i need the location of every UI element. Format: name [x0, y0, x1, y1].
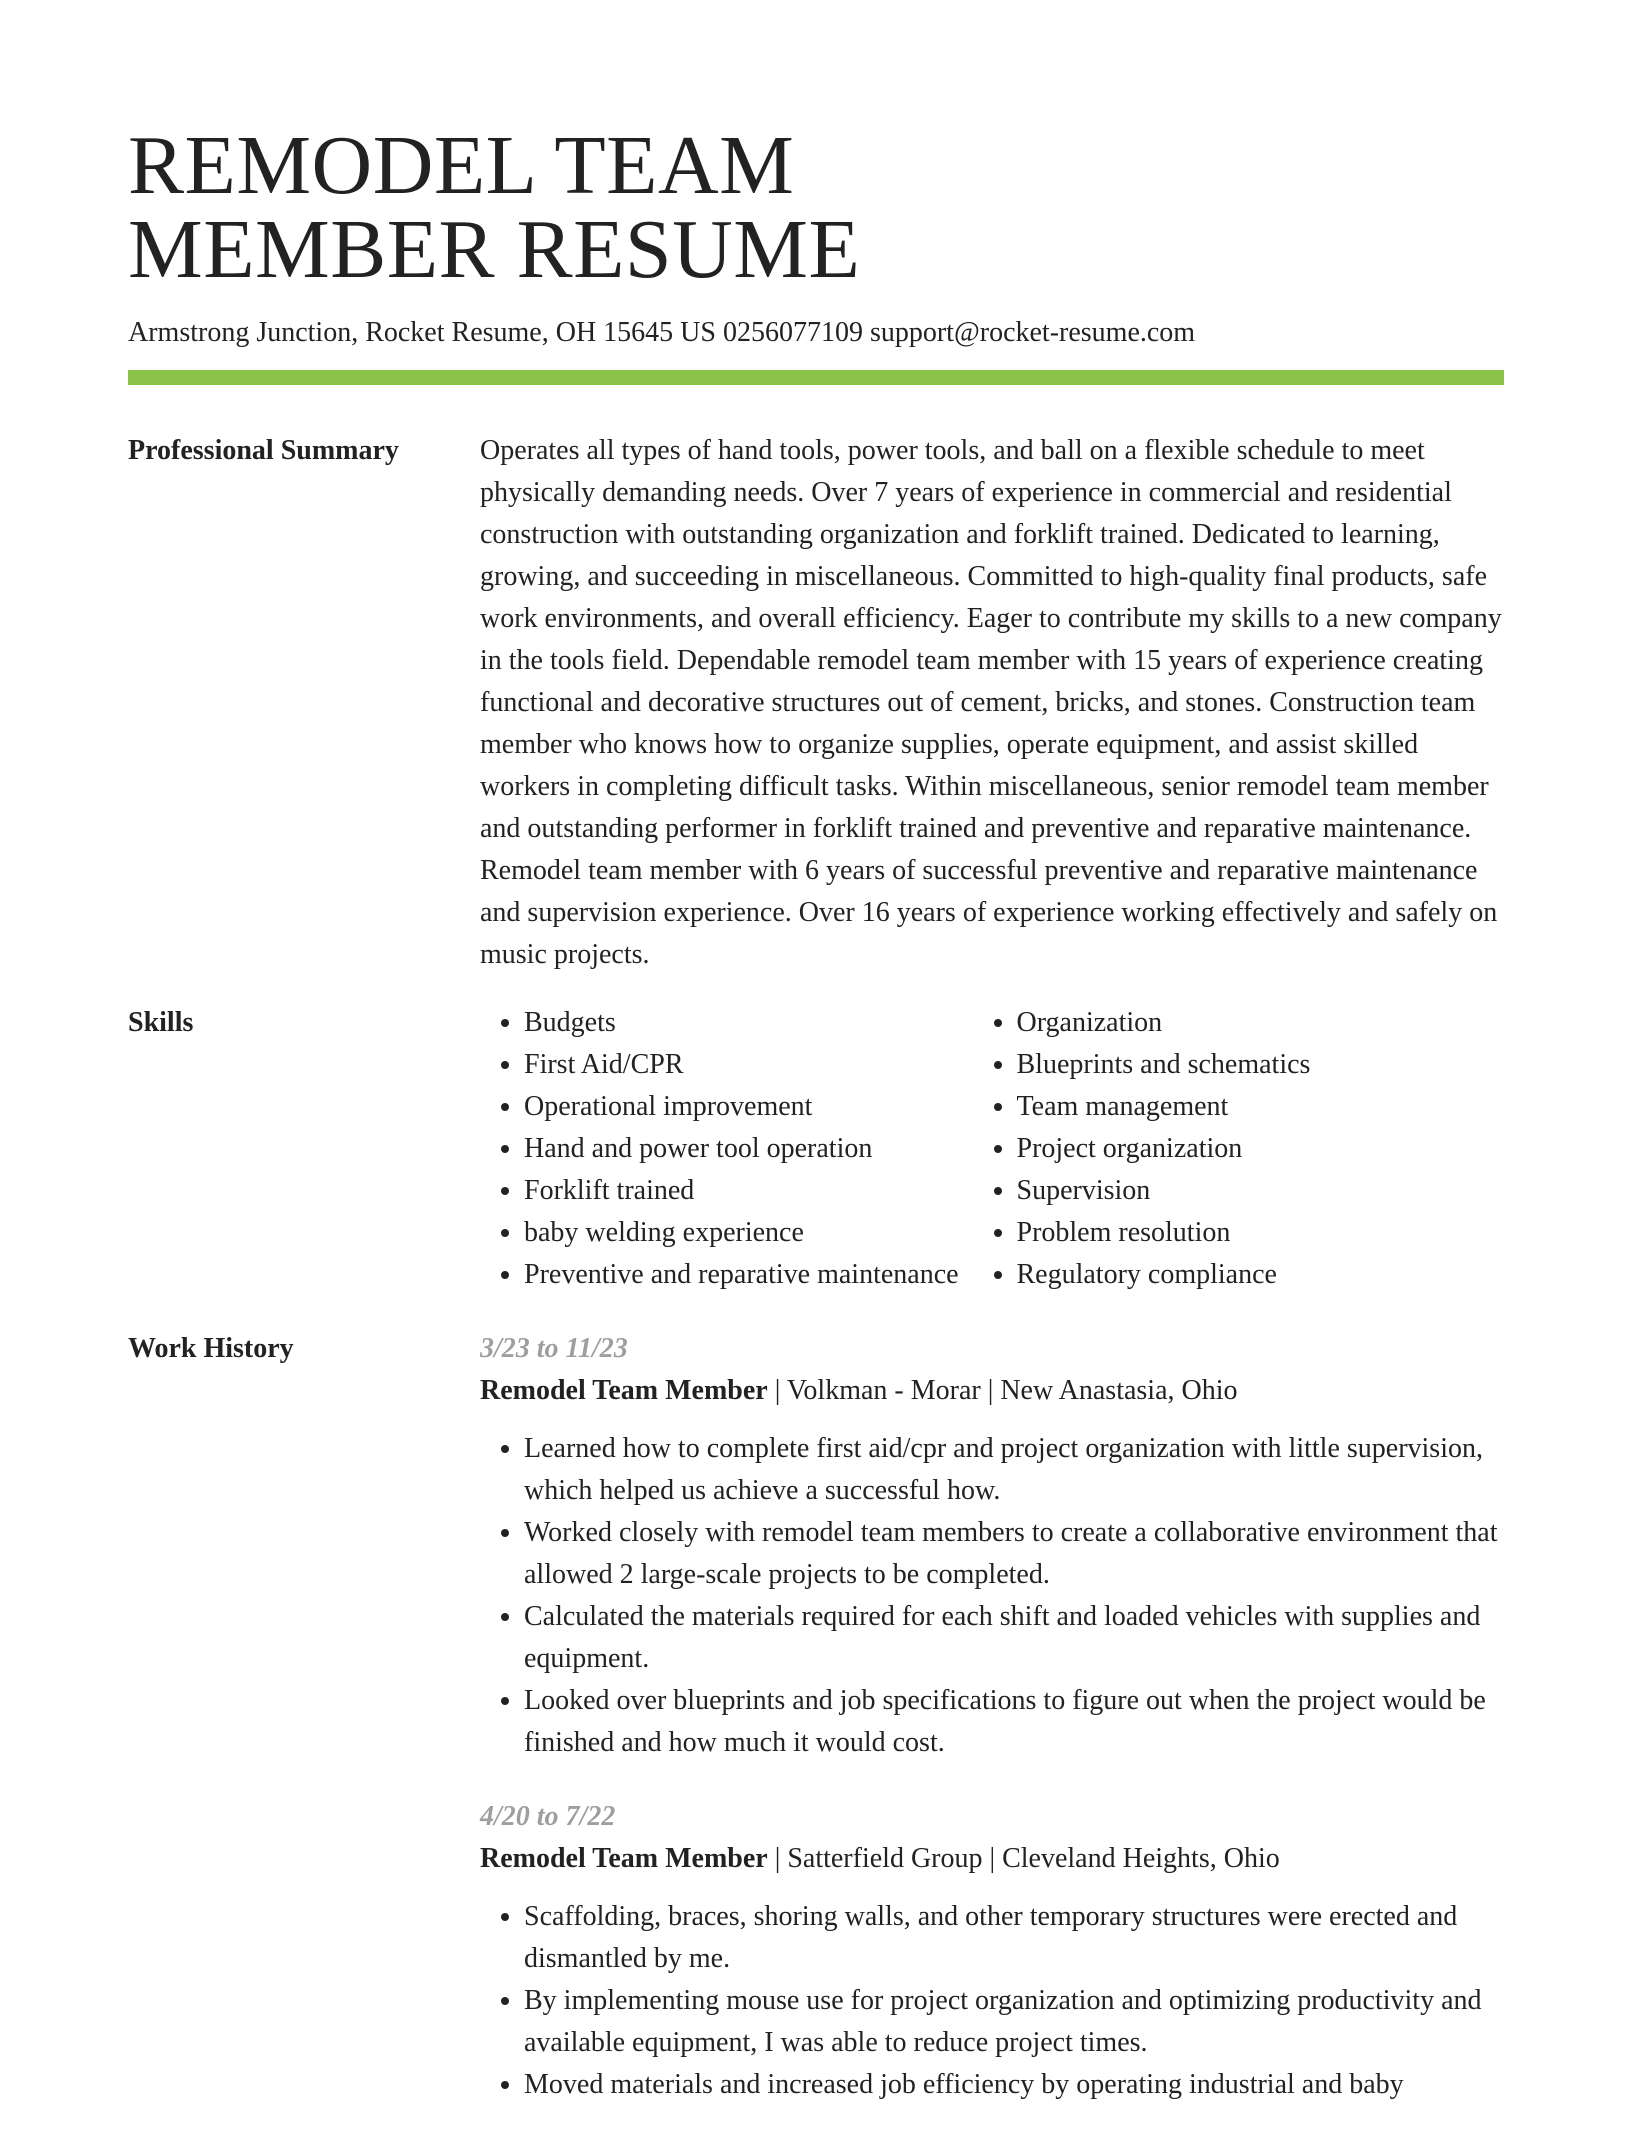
skill-item: • Regulatory compliance — [1017, 1254, 1505, 1296]
work-history-section — [480, 1328, 1504, 2138]
job-bullets — [480, 1896, 1504, 2106]
header-divider — [128, 370, 1504, 385]
skills-section — [480, 1002, 1504, 1296]
skill-item: • Budgets — [524, 1002, 973, 1044]
job-bullet: • Looked over blueprints and job specifications to figure out when the project would be finished and how much it would cost. — [524, 1680, 1504, 1764]
job-bullet: • Learned how to complete first aid/cpr and project organization with little supervision, which helped us achieve a successful how. — [524, 1428, 1504, 1512]
resume-title — [128, 119, 861, 296]
summary-text: Operates all types of hand tools, power tools, and ball on a flexible schedule to meet physically demanding needs. Over 7 years of experience in commercial and residential construction with outstanding organization and forklift trained. Dedicated to learning, growing, and succeeding in miscellaneous. Committed to high-quality final products, safe work environments, and overall efficiency. Eager to contribute my skills to a new company in the tools field. Dependable remodel team member with 15 years of experience creating functional and decorative structures out of cement, bricks, and stones. Construction team member who knows how to organize supplies, operate equipment, and assist skilled workers in completing difficult tasks. Within miscellaneous, senior remodel team member and outstanding performer in forklift trained and preventive and reparative maintenance. Remodel team member with 6 years of successful preventive and reparative maintenance and supervision experience. Over 16 years of experience working effectively and safely on music projects. — [480, 435, 1502, 970]
skill-item: • Preventive and reparative maintenance — [524, 1254, 973, 1296]
contact-info: Armstrong Junction, Rocket Resume, OH 15645 US 0256077109 support@rocket-resume.com — [128, 317, 1196, 348]
job-bullet: • Calculated the materials required for each shift and loaded vehicles with supplies and equipment. — [524, 1596, 1504, 1680]
job-entry — [480, 1796, 1504, 2106]
skill-item: • Project organization — [1017, 1128, 1505, 1170]
skill-item: • Forklift trained — [524, 1170, 973, 1212]
skill-item: • Supervision — [1017, 1170, 1505, 1212]
job-header — [480, 1370, 1504, 1412]
job-dates: 4/20 to 7/22 — [480, 1801, 616, 1832]
skill-item: • Organization — [1017, 1002, 1505, 1044]
summary-section — [480, 430, 1504, 976]
title-line-2: MEMBER RESUME — [128, 203, 861, 296]
title-line-1: REMODEL TEAM — [128, 119, 795, 212]
job-details: | Volkman - Morar | New Anastasia, Ohio — [767, 1375, 1238, 1406]
job-entry — [480, 1328, 1504, 1764]
summary-label: Professional Summary — [128, 435, 399, 466]
job-header — [480, 1838, 1504, 1880]
skill-item: • Hand and power tool operation — [524, 1128, 973, 1170]
job-bullet: • By implementing mouse use for project organization and optimizing productivity and available equipment, I was able to reduce project times. — [524, 1980, 1504, 2064]
skill-item: • Operational improvement — [524, 1086, 973, 1128]
skill-item: • Problem resolution — [1017, 1212, 1505, 1254]
skills-label: Skills — [128, 1007, 194, 1038]
skill-item: • First Aid/CPR — [524, 1044, 973, 1086]
skills-column-1 — [480, 1002, 973, 1296]
job-bullet: • Worked closely with remodel team members to create a collaborative environment that allowed 2 large-scale projects to be completed. — [524, 1512, 1504, 1596]
skill-item: • Blueprints and schematics — [1017, 1044, 1505, 1086]
job-details: | Satterfield Group | Cleveland Heights, Ohio — [767, 1843, 1280, 1874]
skill-item: • baby welding experience — [524, 1212, 973, 1254]
job-bullet: • Scaffolding, braces, shoring walls, and other temporary structures were erected and dismantled by me. — [524, 1896, 1504, 1980]
work-history-label: Work History — [128, 1333, 294, 1364]
job-title: Remodel Team Member — [480, 1375, 768, 1406]
job-bullet: • Moved materials and increased job efficiency by operating industrial and baby — [524, 2064, 1504, 2106]
skills-column-2 — [973, 1002, 1505, 1296]
skill-item: • Team management — [1017, 1086, 1505, 1128]
job-title: Remodel Team Member — [480, 1843, 768, 1874]
job-dates: 3/23 to 11/23 — [480, 1333, 628, 1364]
job-bullets — [480, 1428, 1504, 1764]
